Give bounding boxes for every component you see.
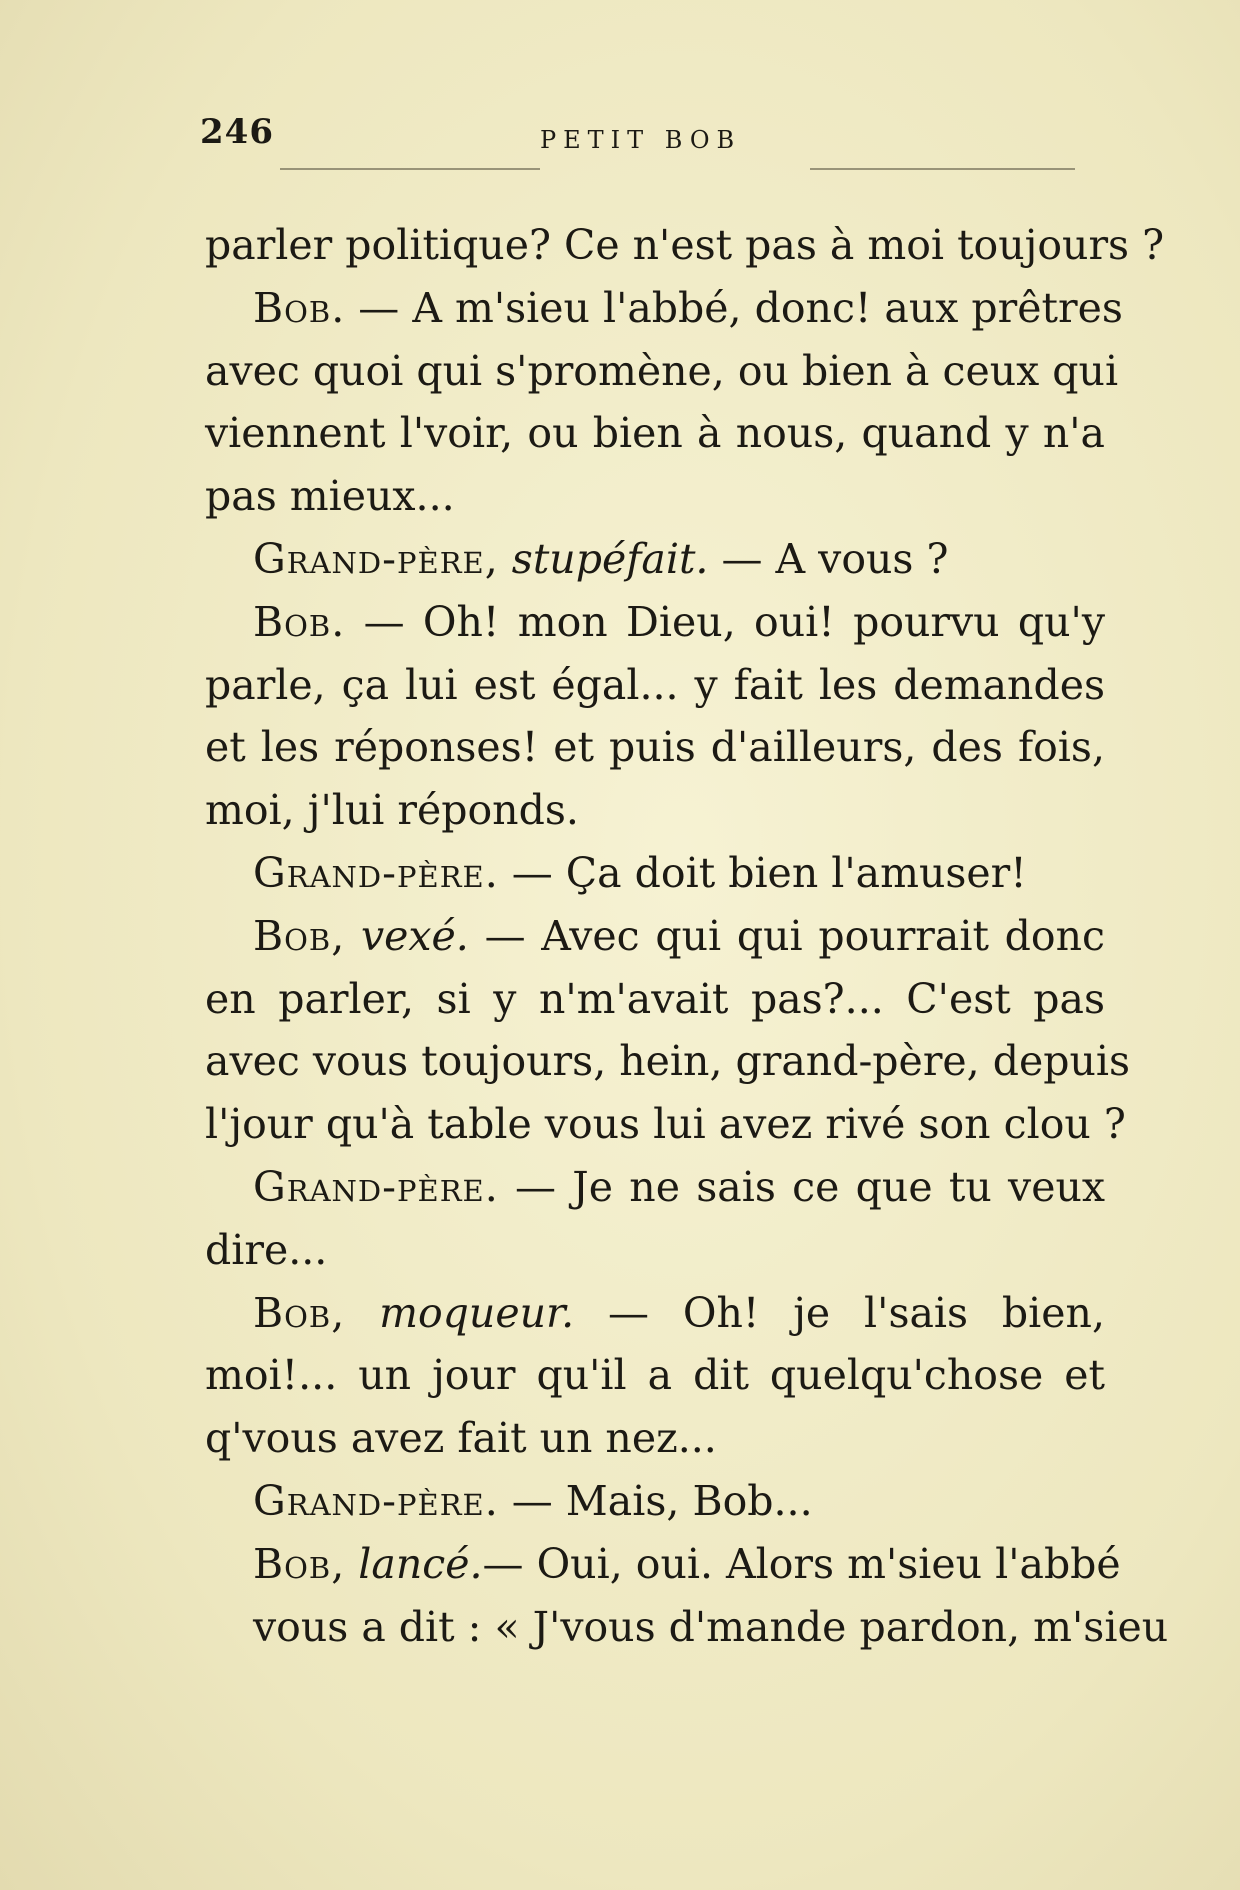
text-line <box>205 591 1105 654</box>
stage-direction: vexé. <box>360 911 469 960</box>
text-line <box>205 1030 1131 1093</box>
header-rule-right <box>810 168 1075 170</box>
text-segment: l'jour qu'à table vous lui avez rivé son clou ? <box>205 1100 1126 1149</box>
speaker-name: Bob. <box>253 597 346 646</box>
text-segment: en parler, si y n'm'avait pas?... C'est pas <box>205 974 1105 1023</box>
text-segment: viennent l'voir, ou bien à nous, quand y n'a <box>205 409 1105 458</box>
text-segment: dire... <box>205 1225 328 1274</box>
running-title: PETIT BOB <box>540 126 742 154</box>
text-line <box>205 716 1105 779</box>
speaker-name: Grand-père. <box>253 1162 499 1211</box>
text-line <box>205 654 1105 717</box>
text-segment: parle, ça lui est égal... y fait les demandes <box>205 660 1105 709</box>
page-number: 246 <box>200 112 274 152</box>
speaker-name: Grand-père, <box>253 534 499 583</box>
text-segment: et les réponses! et puis d'ailleurs, des fois, <box>205 723 1105 772</box>
text-segment: — A m'sieu l'abbé, donc! aux prêtres <box>345 283 1123 332</box>
speaker-name: Grand-père. <box>253 1476 499 1525</box>
text-line <box>205 1596 1169 1659</box>
text-segment: pas mieux... <box>205 472 455 521</box>
text-line <box>205 402 1105 465</box>
stage-direction: stupéfait. <box>511 534 709 583</box>
text-segment: parler politique? Ce n'est pas à moi toujours ? <box>205 221 1165 269</box>
text-segment: — Avec qui qui pourrait donc <box>468 911 1105 960</box>
page-header <box>200 112 1080 172</box>
text-segment: avec quoi qui s'promène, ou bien à ceux qui <box>205 346 1119 395</box>
text-line <box>205 1407 1105 1470</box>
text-line <box>205 1156 1105 1219</box>
text-line <box>205 842 1105 905</box>
text-line <box>205 1344 1105 1407</box>
text-segment: — Je ne sais ce que tu veux <box>498 1162 1105 1211</box>
header-rule-left <box>280 168 540 170</box>
text-segment: — A vous ? <box>708 534 949 583</box>
text-segment: moi, j'lui réponds. <box>205 786 579 835</box>
text-line <box>205 1533 1121 1596</box>
speaker-name: Bob, <box>253 1539 346 1588</box>
text-segment: — Oh! mon Dieu, oui! pourvu qu'y <box>345 597 1105 646</box>
text-line <box>205 1282 1105 1345</box>
speaker-name: Bob, <box>253 911 346 960</box>
text-segment: moi!... un jour qu'il a dit quelqu'chose et <box>205 1351 1105 1400</box>
stage-direction: moqueur. <box>379 1288 575 1337</box>
speaker-name: Bob, <box>253 1288 346 1337</box>
stage-direction: lancé. <box>358 1539 483 1588</box>
text-line <box>205 465 1105 528</box>
text-line <box>205 968 1105 1031</box>
text-line <box>205 1470 1105 1533</box>
speaker-name: Bob. <box>253 283 346 332</box>
text-segment: — Mais, Bob... <box>498 1476 813 1525</box>
text-segment <box>345 912 361 960</box>
text-segment <box>345 1289 379 1337</box>
text-segment <box>499 535 512 583</box>
text-segment: avec vous toujours, hein, grand-père, depuis <box>205 1037 1131 1086</box>
text-segment: q'vous avez fait un nez... <box>205 1414 717 1463</box>
text-segment: — Ça doit bien l'amuser! <box>498 848 1027 897</box>
text-segment: — Oui, oui. Alors m'sieu l'abbé <box>482 1539 1121 1588</box>
text-line <box>205 528 1105 591</box>
text-line <box>205 340 1119 403</box>
text-segment: vous a dit : « J'vous d'mande pardon, m'sieu <box>253 1602 1169 1651</box>
text-line <box>205 779 1105 842</box>
text-line <box>205 214 1165 277</box>
body-text <box>205 214 1169 1658</box>
text-segment <box>345 1540 358 1588</box>
text-line <box>205 277 1123 340</box>
text-line <box>205 1093 1126 1156</box>
speaker-name: Grand-père. <box>253 848 499 897</box>
text-line <box>205 1219 1105 1282</box>
text-line <box>205 905 1105 968</box>
text-segment: — Oh! je l'sais bien, <box>574 1288 1105 1337</box>
